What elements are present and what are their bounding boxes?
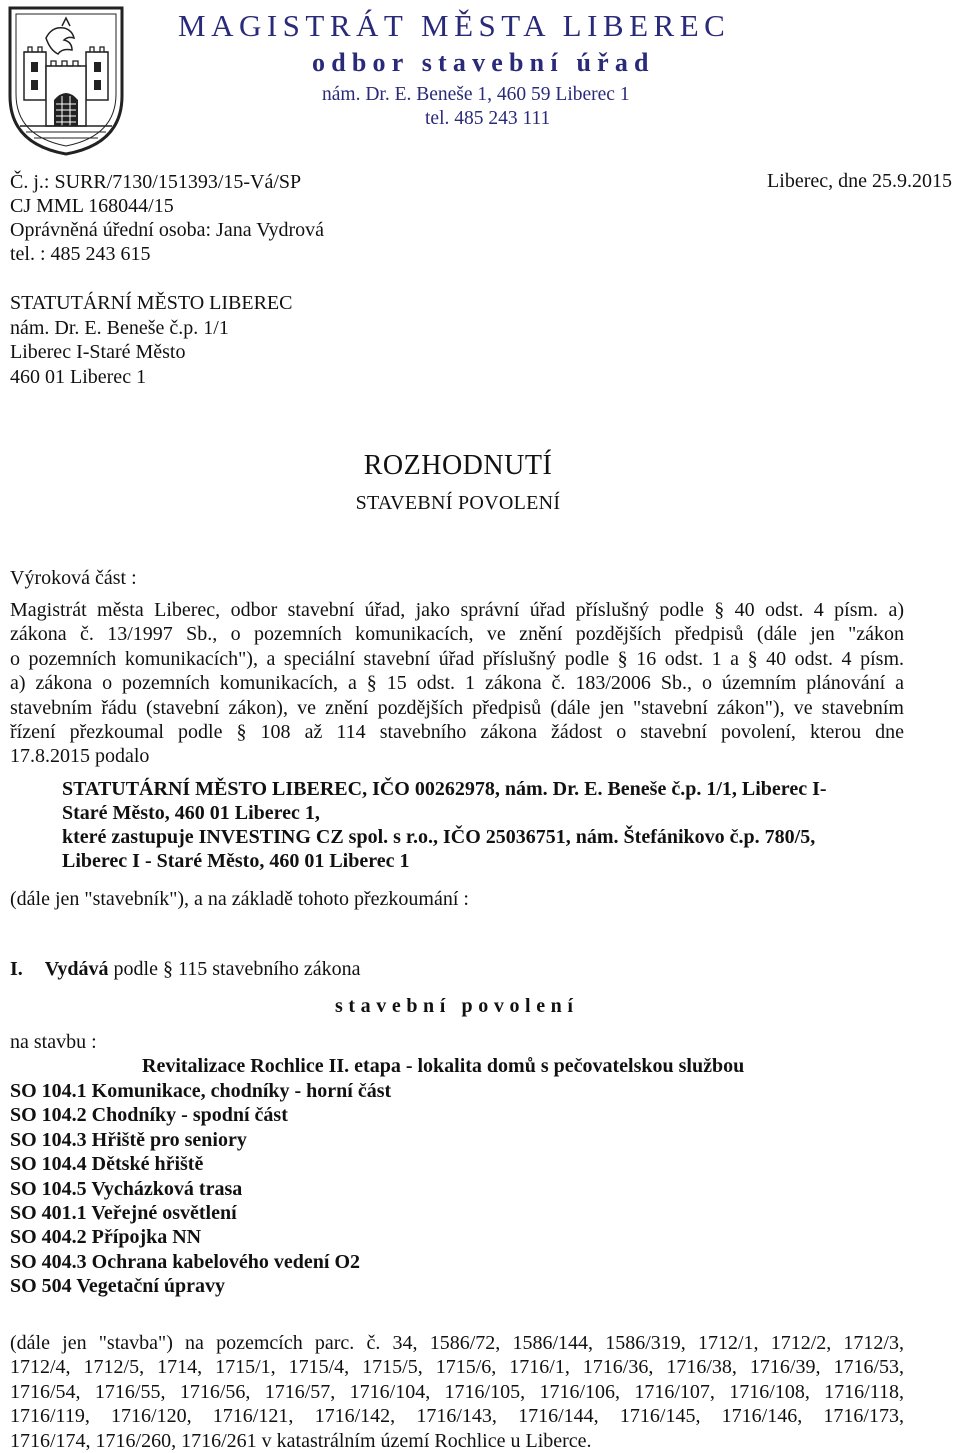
- construction-label: na stavbu :: [10, 1031, 97, 1053]
- applicant-note: (dále jen "stavebník"), a na základě tohoto přezkoumání :: [10, 888, 469, 910]
- list-item: SO 104.3 Hřiště pro seniory: [10, 1128, 247, 1151]
- list-item: SO 104.4 Dětské hřiště: [10, 1153, 204, 1176]
- list-item: SO 401.1 Veřejné osvětlení: [10, 1202, 237, 1225]
- parcels-line: 1716/54, 1716/55, 1716/56, 1716/57, 1716/104, 1716/105, 1716/106, 1716/107, 1716/108, 1716/118,: [10, 1380, 904, 1403]
- parcels-line: 1716/174, 1716/260, 1716/261 v katastrálním území Rochlice u Liberce.: [10, 1429, 592, 1452]
- applicant-line: které zastupuje INVESTING CZ spol. s r.o., IČO 25036751, nám. Štefánikovo č.p. 780/5,: [62, 826, 816, 848]
- section-numeral: I.: [10, 958, 23, 980]
- list-item: SO 104.2 Chodníky - spodní část: [10, 1104, 288, 1127]
- decision-title: ROZHODNUTÍ: [363, 450, 553, 481]
- paragraph-line: a) zákona o pozemních komunikacích, a § 15 odst. 1 zákona č. 183/2006 Sb., o územním plánování a: [10, 672, 904, 695]
- list-item: SO 104.1 Komunikace, chodníky - horní část: [10, 1080, 392, 1102]
- issue-date: Liberec, dne 25.9.2015: [767, 170, 952, 192]
- recipient-district: Liberec I-Staré Město: [10, 341, 186, 363]
- list-item: SO 404.3 Ochrana kabelového vedení O2: [10, 1250, 361, 1273]
- permit-heading: stavební povolení: [335, 995, 579, 1017]
- recipient-address: [10, 291, 292, 389]
- list-item: SO 504 Vegetační úpravy: [10, 1275, 226, 1298]
- section-text: podle § 115 stavebního zákona: [108, 958, 361, 980]
- recipient-street: nám. Dr. E. Beneše č.p. 1/1: [10, 316, 229, 339]
- applicant-line: Liberec I - Staré Město, 460 01 Liberec 1: [62, 850, 410, 872]
- paragraph-line: Magistrát města Liberec, odbor stavební úřad, jako správní úřad příslušný podle § 40 odst. 4 písm. a): [10, 599, 904, 621]
- department-name: odbor stavební úřad: [312, 48, 655, 77]
- case-number: Č. j.: SURR/7130/151393/15-Vá/SP: [10, 171, 302, 193]
- applicant-block: [62, 777, 892, 873]
- recipient-name: STATUTÁRNÍ MĚSTO LIBEREC: [10, 292, 293, 314]
- list-item: SO 104.5 Vycházková trasa: [10, 1177, 243, 1200]
- parcels-line: (dále jen "stavba") na pozemcích parc. č. 34, 1586/72, 1586/144, 1586/319, 1712/1, 1712/2, 1712/3,: [10, 1332, 904, 1354]
- section-verb: Vydává: [44, 958, 109, 980]
- authority-address: nám. Dr. E. Beneše 1, 460 59 Liberec 1: [322, 84, 630, 105]
- section-one: [10, 958, 361, 981]
- list-item: SO 404.2 Přípojka NN: [10, 1226, 202, 1249]
- project-name: Revitalizace Rochlice II. etapa - lokalita domů s pečovatelskou službou: [142, 1055, 745, 1077]
- city-coat-of-arms: [6, 4, 126, 156]
- decision-paragraph: [10, 598, 904, 769]
- construction-objects-list: [10, 1079, 391, 1299]
- authorized-official: Oprávněná úřední osoba: Jana Vydrová: [10, 219, 324, 241]
- paragraph-line: o pozemních komunikacích"), a speciální stavební úřad příslušný podle § 16 odst. 1 a § 40 odst. 4 písm.: [10, 647, 904, 670]
- applicant-line: Staré Město, 460 01 Liberec 1,: [62, 802, 320, 824]
- recipient-city: 460 01 Liberec 1: [10, 365, 147, 388]
- reference-block: [10, 170, 324, 266]
- official-phone: tel. : 485 243 615: [10, 243, 151, 265]
- parcels-line: 1716/119, 1716/120, 1716/121, 1716/142, 1716/143, 1716/144, 1716/145, 1716/146, 1716/173,: [10, 1405, 904, 1428]
- authority-name: MAGISTRÁT MĚSTA LIBEREC: [178, 8, 731, 43]
- paragraph-line: stavebním řádu (stavební zákon), ve znění pozdějších předpisů (dále jen "stavební zákon"), ve stavebním: [10, 696, 904, 719]
- paragraph-line: zákona č. 13/1997 Sb., o pozemních komunikacích, ve znění pozdějších předpisů (dále jen "zákon: [10, 623, 904, 646]
- applicant-line: STATUTÁRNÍ MĚSTO LIBEREC, IČO 00262978, nám. Dr. E. Beneše č.p. 1/1, Liberec I-: [62, 778, 827, 800]
- authority-phone: tel. 485 243 111: [425, 108, 551, 129]
- cj-mml: CJ MML 168044/15: [10, 195, 174, 217]
- decision-subtitle: STAVEBNÍ POVOLENÍ: [355, 492, 561, 514]
- paragraph-line: řízení přezkoumal podle § 108 až 114 stavebního zákona žádost o stavební povolení, kterou dne: [10, 721, 904, 744]
- paragraph-line: 17.8.2015 podalo: [10, 745, 150, 768]
- parcels-paragraph: [10, 1331, 904, 1453]
- parcels-line: 1712/4, 1712/5, 1714, 1715/1, 1715/4, 1715/5, 1715/6, 1716/1, 1716/36, 1716/38, 1716/39, 1716/53,: [10, 1356, 904, 1379]
- verdict-section-label: Výroková část :: [10, 567, 137, 589]
